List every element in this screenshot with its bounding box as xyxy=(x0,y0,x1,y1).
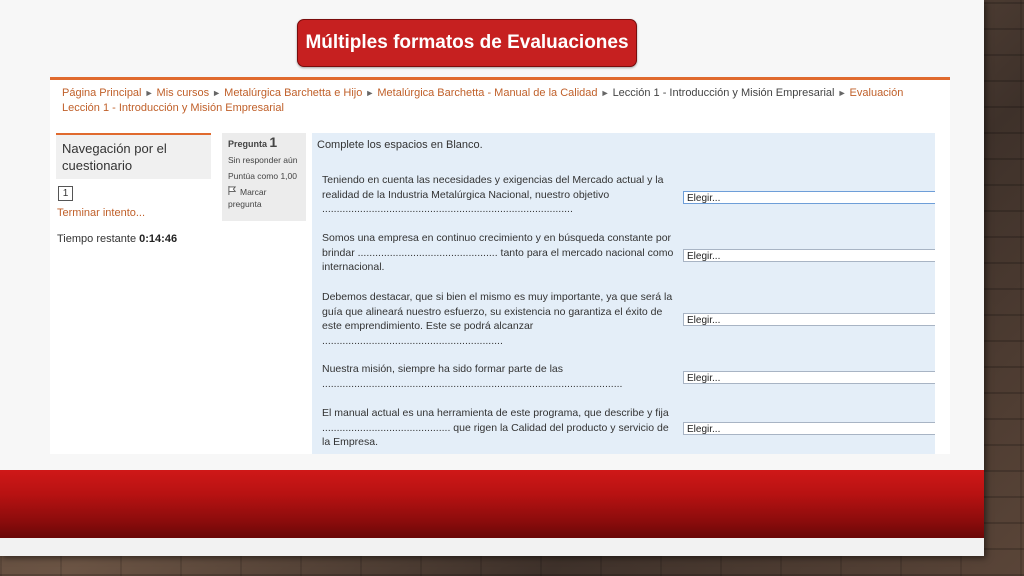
moodle-screenshot xyxy=(50,77,950,454)
question-item-4: Nuestra misión, siempre ha sido formar parte de las ....................................................................................................... xyxy=(322,363,623,390)
answer-select-1[interactable]: Elegir... xyxy=(683,191,935,204)
question-label: Pregunta xyxy=(228,139,268,149)
quiz-navigation xyxy=(56,133,211,245)
answer-select-5[interactable]: Elegir... xyxy=(683,422,935,435)
flag-icon xyxy=(228,186,237,195)
answer-select-3[interactable]: Elegir... xyxy=(683,313,935,326)
breadcrumb-home[interactable]: Página Principal xyxy=(62,87,142,99)
question-content xyxy=(312,133,935,454)
breadcrumb-separator: ► xyxy=(837,88,847,98)
time-remaining xyxy=(57,233,211,245)
question-item-2: Somos una empresa en continuo crecimiento y en búsqueda constante por brindar ................................................ tanto para el mercado nacional como internacional. xyxy=(322,232,674,273)
breadcrumb-separator: ► xyxy=(212,88,222,98)
question-status: Sin responder aún xyxy=(228,155,298,165)
flag-label: Marcar pregunta xyxy=(228,187,267,209)
question-item-3: Debemos destacar, que si bien el mismo es muy importante, ya que será la guía que alineará nuestro esfuerzo, su existencia no garantiza el éxito de este emprendimiento. Este se podrá alcanzar .............................................................. xyxy=(322,291,673,347)
breadcrumb-my-courses[interactable]: Mis cursos xyxy=(156,87,210,99)
breadcrumb-manual[interactable]: Metalúrgica Barchetta - Manual de la Calidad xyxy=(377,87,598,99)
breadcrumb xyxy=(62,86,942,116)
question-info xyxy=(222,133,306,221)
breadcrumb-lesson: Lección 1 - Introducción y Misión Empresarial xyxy=(612,87,835,99)
question-item-5: El manual actual es una herramienta de este programa, que describe y fija ............................................ que rigen la Calidad del producto y servicio de la Empresa. xyxy=(322,407,669,448)
slide-title: Múltiples formatos de Evaluaciones xyxy=(297,19,637,67)
question-number: 1 xyxy=(269,134,278,150)
answer-select-2[interactable]: Elegir... xyxy=(683,249,935,262)
slide-footer-band xyxy=(0,470,984,538)
breadcrumb-separator: ► xyxy=(600,88,610,98)
flag-question[interactable] xyxy=(228,186,300,210)
timer-value: 0:14:46 xyxy=(139,233,178,245)
breadcrumb-separator: ► xyxy=(144,88,154,98)
answer-select-4[interactable]: Elegir... xyxy=(683,371,935,384)
finish-attempt-link[interactable]: Terminar intento... xyxy=(57,207,146,219)
question-points: Puntúa como 1,00 xyxy=(228,171,297,181)
timer-label: Tiempo restante xyxy=(57,233,137,245)
question-instruction: Complete los espacios en Blanco. xyxy=(317,139,483,151)
breadcrumb-evaluation[interactable]: Evaluación Lección 1 - Introducción y Misión Empresarial xyxy=(62,87,904,114)
breadcrumb-course[interactable]: Metalúrgica Barchetta e Hijo xyxy=(224,87,363,99)
question-item-1: Teniendo en cuenta las necesidades y exigencias del Mercado actual y la realidad de la Industria Metalúrgica Nacional, nuestro objetivo ...................................................................................... xyxy=(322,174,664,215)
quiz-navigation-title: Navegación por el cuestionario xyxy=(56,133,211,179)
question-1-button[interactable]: 1 xyxy=(58,186,73,201)
breadcrumb-separator: ► xyxy=(365,88,375,98)
